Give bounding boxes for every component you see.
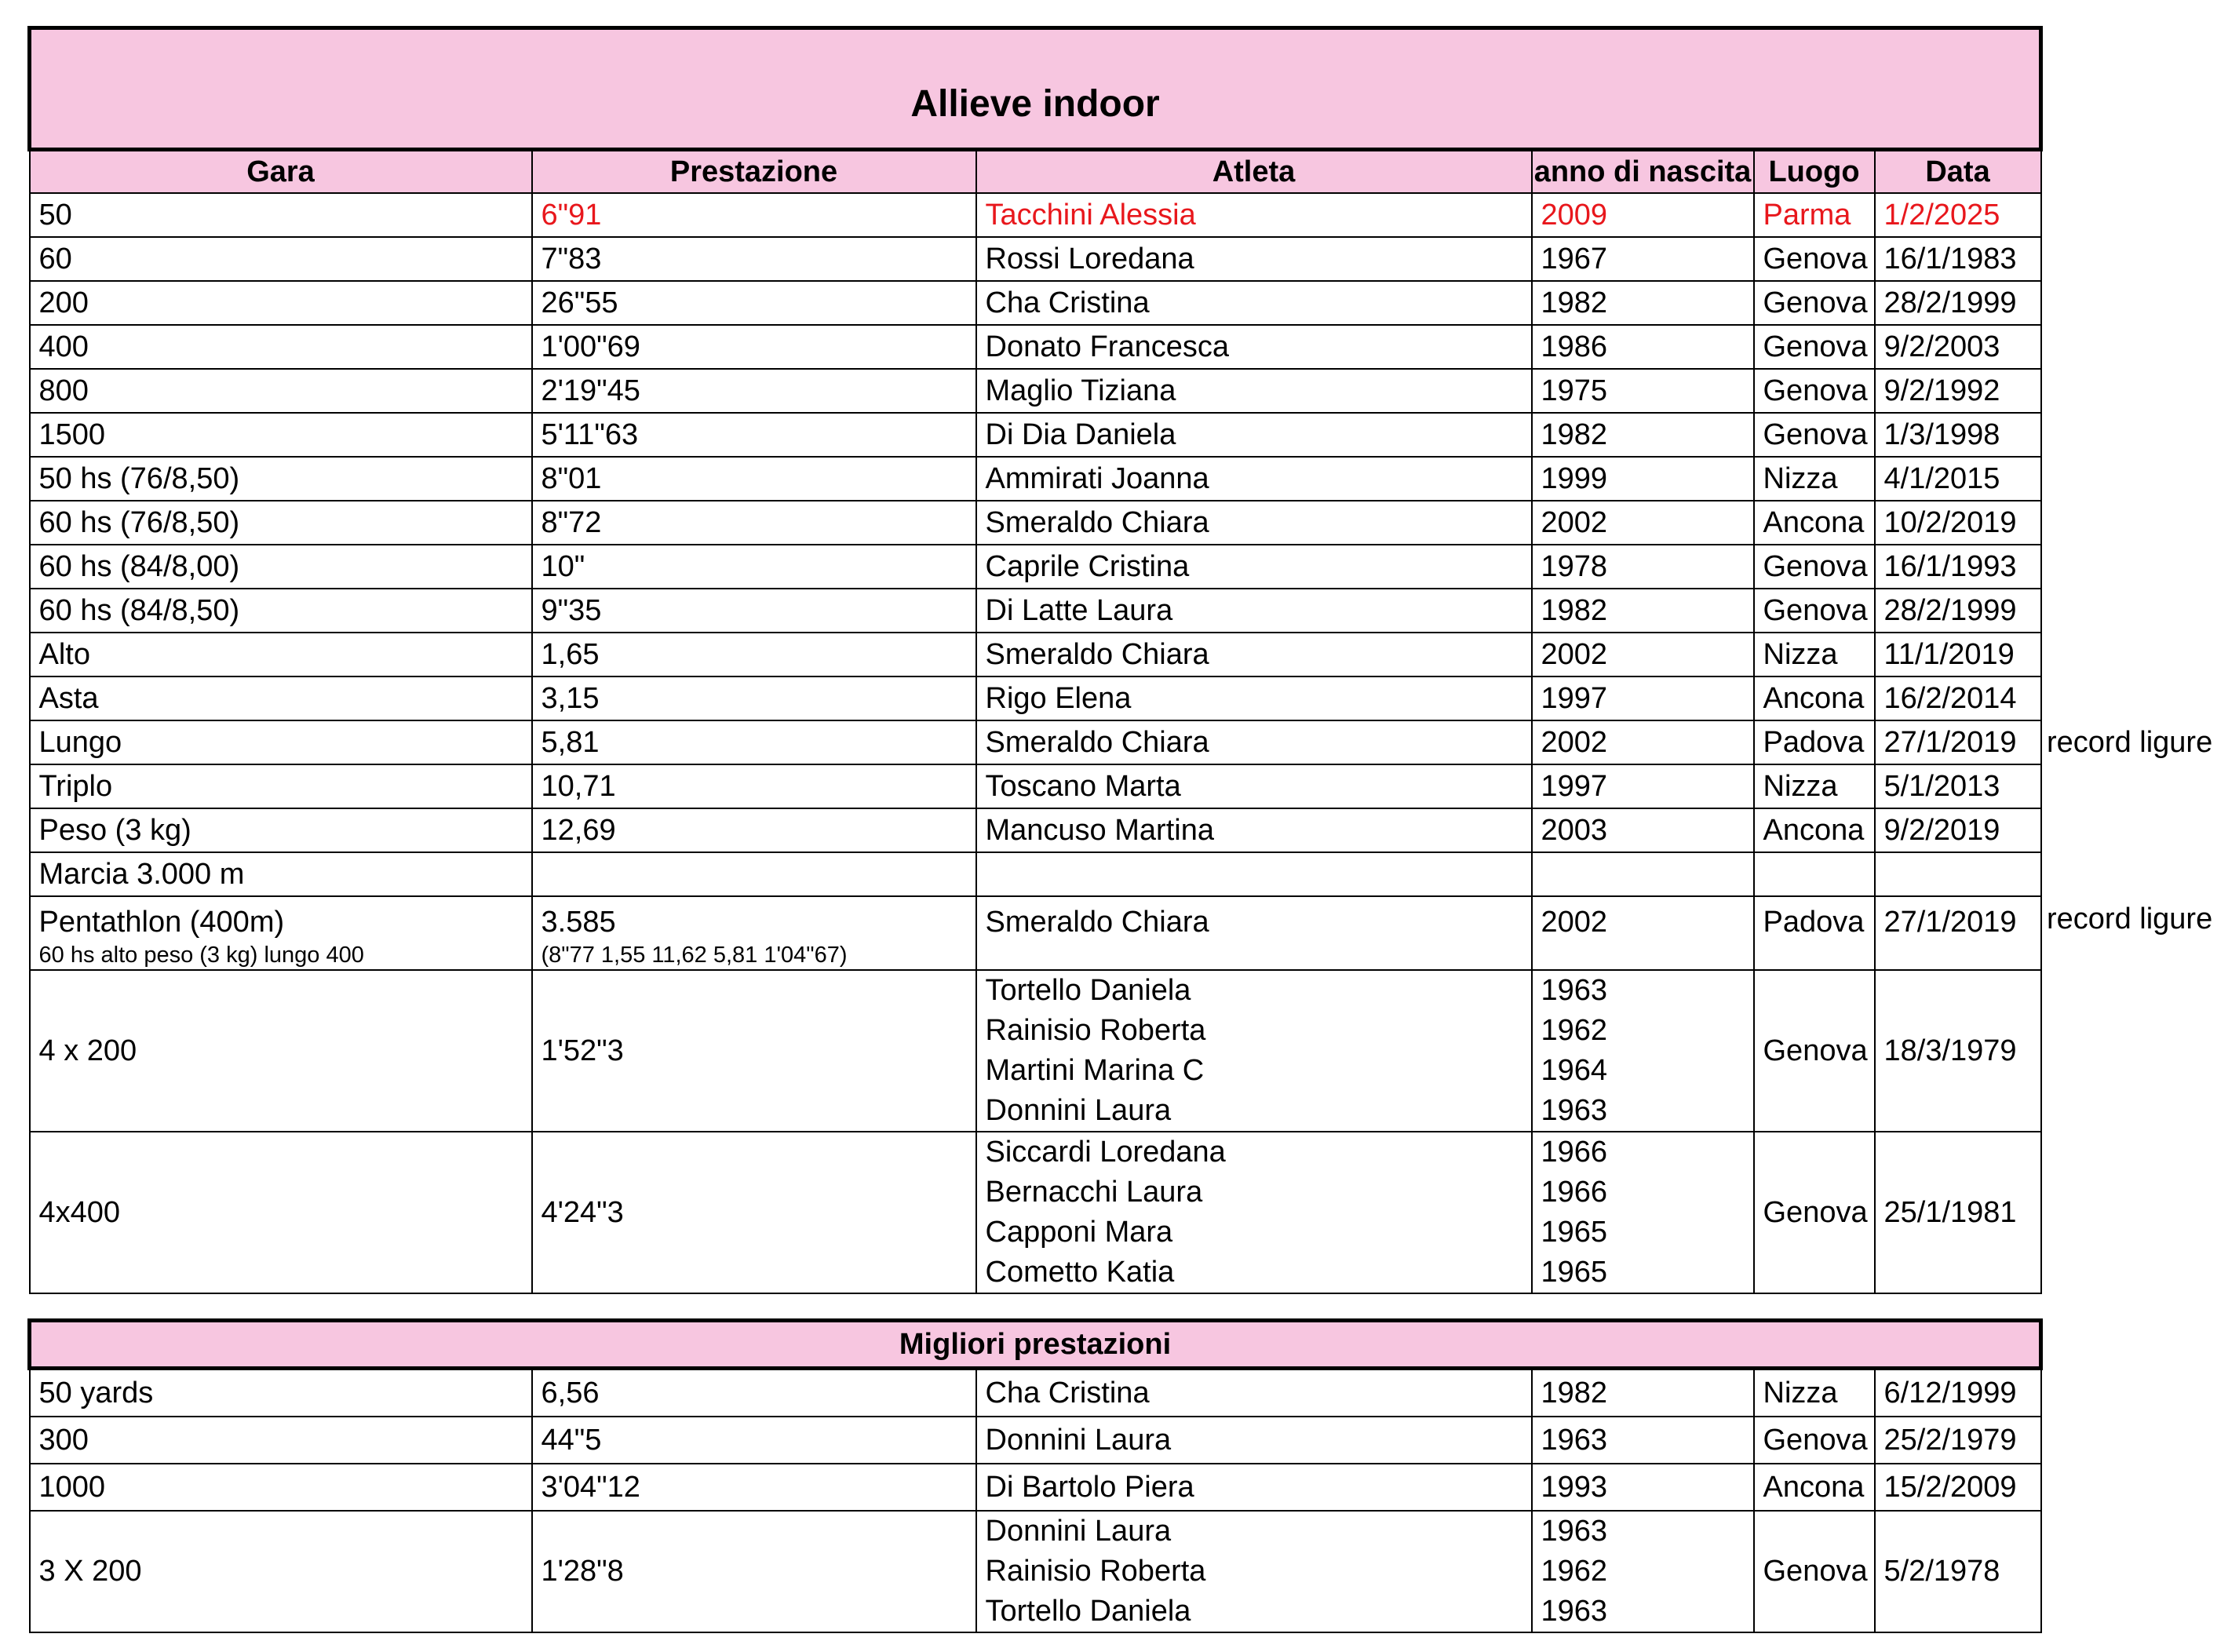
cell-anno: 1982 <box>1532 1369 1754 1417</box>
cell-atleta: Donnini Laura <box>976 1417 1532 1464</box>
cell-prestazione: 6"91 <box>532 193 976 237</box>
relay-year: 1966 <box>1541 1136 1608 1169</box>
cell-anno: 2009 <box>1532 193 1754 237</box>
cell-atleta: Tacchini Alessia <box>976 193 1532 237</box>
cell-gara: 3 X 200 <box>30 1511 532 1632</box>
col-header-atleta: Atleta <box>976 150 1532 194</box>
cell-gara: 400 <box>30 325 532 369</box>
cell-prestazione <box>532 896 976 970</box>
relay-athlete: Rainisio Roberta <box>985 1014 1206 1047</box>
cell-prestazione: 7"83 <box>532 237 976 281</box>
table-row <box>30 720 2041 764</box>
pentathlon-year: 2002 <box>1541 906 1608 939</box>
cell-anno: 1975 <box>1532 369 1754 413</box>
cell-luogo: Genova <box>1754 369 1875 413</box>
cell-prestazione: 10" <box>532 545 976 589</box>
cell-atleta: Maglio Tiziana <box>976 369 1532 413</box>
cell-data: 28/2/1999 <box>1875 281 2041 325</box>
cell-gara: 4 x 200 <box>30 970 532 1132</box>
cell-luogo: Ancona <box>1754 501 1875 545</box>
relay-year: 1964 <box>1541 1054 1608 1087</box>
cell-prestazione: 6,56 <box>532 1369 976 1417</box>
cell-anno: 1997 <box>1532 764 1754 808</box>
cell-data: 9/2/2003 <box>1875 325 2041 369</box>
table-row-relay <box>30 1511 2041 1632</box>
relay-athlete: Donnini Laura <box>985 1094 1172 1127</box>
cell-gara: Triplo <box>30 764 532 808</box>
cell-data: 16/2/2014 <box>1875 676 2041 720</box>
table-row <box>30 193 2041 237</box>
cell-gara: 1500 <box>30 413 532 457</box>
best-table-title: Migliori prestazioni <box>30 1321 2041 1369</box>
cell-atleta: Di Latte Laura <box>976 589 1532 633</box>
cell-prestazione: 1,65 <box>532 633 976 676</box>
cell-data: 1/2/2025 <box>1875 193 2041 237</box>
cell-atleta: Cha Cristina <box>976 1369 1532 1417</box>
cell-gara: 4x400 <box>30 1132 532 1293</box>
relay-athlete: Cometto Katia <box>985 1256 1175 1289</box>
cell-luogo: Genova <box>1754 589 1875 633</box>
cell-data: 25/2/1979 <box>1875 1417 2041 1464</box>
cell-luogo <box>1754 896 1875 970</box>
record-note: record ligure <box>2047 725 2213 759</box>
table-row <box>30 545 2041 589</box>
cell-prestazione: 8"01 <box>532 457 976 501</box>
cell-data: 16/1/1993 <box>1875 545 2041 589</box>
col-header-anno: anno di nascita <box>1532 150 1754 194</box>
cell-luogo: Nizza <box>1754 1369 1875 1417</box>
cell-atleta: Smeraldo Chiara <box>976 501 1532 545</box>
relay-year: 1965 <box>1541 1216 1608 1249</box>
cell-atleta: Rossi Loredana <box>976 237 1532 281</box>
records-table <box>27 26 2043 1294</box>
relay-year: 1962 <box>1541 1014 1608 1047</box>
cell-atleta <box>976 970 1532 1132</box>
cell-gara <box>30 896 532 970</box>
cell-luogo: Ancona <box>1754 1464 1875 1511</box>
cell-data: 10/2/2019 <box>1875 501 2041 545</box>
table-row-relay <box>30 1132 2041 1293</box>
cell-data: 28/2/1999 <box>1875 589 2041 633</box>
cell-prestazione: 9"35 <box>532 589 976 633</box>
table-row <box>30 281 2041 325</box>
cell-gara: Peso (3 kg) <box>30 808 532 852</box>
cell-anno: 1986 <box>1532 325 1754 369</box>
cell-prestazione: 5'11"63 <box>532 413 976 457</box>
best-performances-table <box>27 1318 2043 1633</box>
relay-athlete: Tortello Daniela <box>985 1595 1191 1628</box>
cell-luogo: Genova <box>1754 545 1875 589</box>
relay-year: 1963 <box>1541 1094 1608 1127</box>
table-row <box>30 589 2041 633</box>
col-header-data: Data <box>1875 150 2041 194</box>
relay-year: 1963 <box>1541 1595 1608 1628</box>
table-row <box>30 501 2041 545</box>
cell-gara: 300 <box>30 1417 532 1464</box>
col-header-gara: Gara <box>30 150 532 194</box>
cell-gara: 200 <box>30 281 532 325</box>
pentathlon-athlete: Smeraldo Chiara <box>985 906 1209 939</box>
table-row <box>30 325 2041 369</box>
cell-luogo: Genova <box>1754 970 1875 1132</box>
cell-luogo: Genova <box>1754 237 1875 281</box>
cell-luogo: Genova <box>1754 1511 1875 1632</box>
cell-atleta: Rigo Elena <box>976 676 1532 720</box>
cell-luogo: Genova <box>1754 1132 1875 1293</box>
cell-data: 4/1/2015 <box>1875 457 2041 501</box>
cell-gara: 60 hs (84/8,00) <box>30 545 532 589</box>
cell-anno: 1993 <box>1532 1464 1754 1511</box>
cell-prestazione: 44"5 <box>532 1417 976 1464</box>
cell-prestazione: 1'52"3 <box>532 970 976 1132</box>
cell-anno: 1963 <box>1532 1417 1754 1464</box>
cell-luogo: Genova <box>1754 413 1875 457</box>
relay-year: 1966 <box>1541 1176 1608 1209</box>
cell-atleta: Smeraldo Chiara <box>976 633 1532 676</box>
cell-luogo: Genova <box>1754 1417 1875 1464</box>
table-header-row <box>30 150 2041 194</box>
table-row <box>30 808 2041 852</box>
cell-data: 9/2/1992 <box>1875 369 2041 413</box>
cell-anno: 2002 <box>1532 501 1754 545</box>
cell-prestazione: 12,69 <box>532 808 976 852</box>
cell-gara: 1000 <box>30 1464 532 1511</box>
cell-gara: Asta <box>30 676 532 720</box>
table-row <box>30 1464 2041 1511</box>
cell-gara: 60 hs (76/8,50) <box>30 501 532 545</box>
cell-anno: 1967 <box>1532 237 1754 281</box>
cell-anno: 1997 <box>1532 676 1754 720</box>
cell-anno: 2002 <box>1532 720 1754 764</box>
cell-prestazione: 1'00"69 <box>532 325 976 369</box>
cell-data: 16/1/1983 <box>1875 237 2041 281</box>
cell-prestazione: 2'19"45 <box>532 369 976 413</box>
record-note: record ligure <box>2047 903 2213 935</box>
pentathlon-date: 27/1/2019 <box>1883 906 2017 939</box>
cell-prestazione: 26"55 <box>532 281 976 325</box>
cell-data: 6/12/1999 <box>1875 1369 2041 1417</box>
col-header-prestazione: Prestazione <box>532 150 976 194</box>
table-row <box>30 237 2041 281</box>
cell-luogo: Ancona <box>1754 676 1875 720</box>
col-header-luogo: Luogo <box>1754 150 1875 194</box>
cell-atleta: Ammirati Joanna <box>976 457 1532 501</box>
cell-luogo: Genova <box>1754 281 1875 325</box>
cell-anno: 1978 <box>1532 545 1754 589</box>
relay-athlete: Siccardi Loredana <box>985 1136 1226 1169</box>
cell-atleta <box>976 1132 1532 1293</box>
cell-prestazione: 3,15 <box>532 676 976 720</box>
cell-gara: 60 hs (84/8,50) <box>30 589 532 633</box>
cell-data: 27/1/2019 <box>1875 720 2041 764</box>
cell-prestazione: 4'24"3 <box>532 1132 976 1293</box>
cell-luogo: Parma <box>1754 193 1875 237</box>
cell-gara: 60 <box>30 237 532 281</box>
cell-gara: 800 <box>30 369 532 413</box>
cell-atleta: Di Bartolo Piera <box>976 1464 1532 1511</box>
table-row <box>30 676 2041 720</box>
cell-gara: Alto <box>30 633 532 676</box>
table-row <box>30 369 2041 413</box>
cell-prestazione <box>532 852 976 896</box>
cell-luogo: Padova <box>1754 720 1875 764</box>
cell-prestazione: 1'28"8 <box>532 1511 976 1632</box>
cell-luogo: Nizza <box>1754 457 1875 501</box>
relay-year: 1963 <box>1541 974 1608 1007</box>
cell-data: 1/3/1998 <box>1875 413 2041 457</box>
cell-atleta: Donato Francesca <box>976 325 1532 369</box>
cell-data: 11/1/2019 <box>1875 633 2041 676</box>
cell-data: 18/3/1979 <box>1875 970 2041 1132</box>
cell-luogo: Nizza <box>1754 764 1875 808</box>
relay-athlete: Donnini Laura <box>985 1515 1172 1548</box>
pentathlon-title: Pentathlon (400m) <box>38 906 285 939</box>
pentathlon-score: 3.585 <box>541 906 616 939</box>
cell-gara: 50 hs (76/8,50) <box>30 457 532 501</box>
cell-anno <box>1532 970 1754 1132</box>
relay-year: 1962 <box>1541 1555 1608 1588</box>
cell-atleta: Cha Cristina <box>976 281 1532 325</box>
cell-anno <box>1532 1511 1754 1632</box>
cell-gara: Lungo <box>30 720 532 764</box>
cell-anno: 1982 <box>1532 281 1754 325</box>
cell-atleta <box>976 1511 1532 1632</box>
table-row <box>30 764 2041 808</box>
table-row <box>30 852 2041 896</box>
cell-anno <box>1532 896 1754 970</box>
relay-athlete: Martini Marina C <box>985 1054 1205 1087</box>
cell-data: 15/2/2009 <box>1875 1464 2041 1511</box>
table-row <box>30 1417 2041 1464</box>
cell-data: 25/1/1981 <box>1875 1132 2041 1293</box>
cell-anno: 1999 <box>1532 457 1754 501</box>
relay-athlete: Tortello Daniela <box>985 974 1191 1007</box>
cell-anno <box>1532 852 1754 896</box>
cell-atleta <box>976 852 1532 896</box>
relay-athlete: Bernacchi Laura <box>985 1176 1203 1209</box>
cell-anno: 2003 <box>1532 808 1754 852</box>
cell-anno <box>1532 1132 1754 1293</box>
cell-anno: 1982 <box>1532 589 1754 633</box>
cell-gara: 50 yards <box>30 1369 532 1417</box>
cell-luogo: Nizza <box>1754 633 1875 676</box>
pentathlon-events: 60 hs alto peso (3 kg) lungo 400 <box>38 943 364 968</box>
relay-athlete: Rainisio Roberta <box>985 1555 1206 1588</box>
cell-atleta <box>976 896 1532 970</box>
cell-luogo <box>1754 852 1875 896</box>
cell-gara: 50 <box>30 193 532 237</box>
cell-anno: 1982 <box>1532 413 1754 457</box>
table-row <box>30 633 2041 676</box>
cell-atleta: Mancuso Martina <box>976 808 1532 852</box>
pentathlon-place: Padova <box>1763 906 1865 939</box>
cell-luogo: Genova <box>1754 325 1875 369</box>
cell-data: 5/2/1978 <box>1875 1511 2041 1632</box>
cell-data: 9/2/2019 <box>1875 808 2041 852</box>
table-row <box>30 457 2041 501</box>
cell-anno: 2002 <box>1532 633 1754 676</box>
relay-year: 1963 <box>1541 1515 1608 1548</box>
table-row <box>30 413 2041 457</box>
cell-atleta: Di Dia Daniela <box>976 413 1532 457</box>
cell-prestazione: 8"72 <box>532 501 976 545</box>
cell-gara: Marcia 3.000 m <box>30 852 532 896</box>
cell-luogo: Ancona <box>1754 808 1875 852</box>
table-row-relay <box>30 970 2041 1132</box>
pentathlon-partials: (8"77 1,55 11,62 5,81 1'04"67) <box>541 943 848 968</box>
table-title: Allieve indoor <box>30 28 2041 150</box>
cell-prestazione: 3'04"12 <box>532 1464 976 1511</box>
cell-data: 5/1/2013 <box>1875 764 2041 808</box>
cell-atleta: Caprile Cristina <box>976 545 1532 589</box>
table-row <box>30 1369 2041 1417</box>
relay-year: 1965 <box>1541 1256 1608 1289</box>
cell-prestazione: 10,71 <box>532 764 976 808</box>
relay-athlete: Capponi Mara <box>985 1216 1173 1249</box>
cell-data <box>1875 852 2041 896</box>
cell-atleta: Toscano Marta <box>976 764 1532 808</box>
table-row-pentathlon <box>30 896 2041 970</box>
cell-data <box>1875 896 2041 970</box>
cell-prestazione: 5,81 <box>532 720 976 764</box>
cell-atleta: Smeraldo Chiara <box>976 720 1532 764</box>
